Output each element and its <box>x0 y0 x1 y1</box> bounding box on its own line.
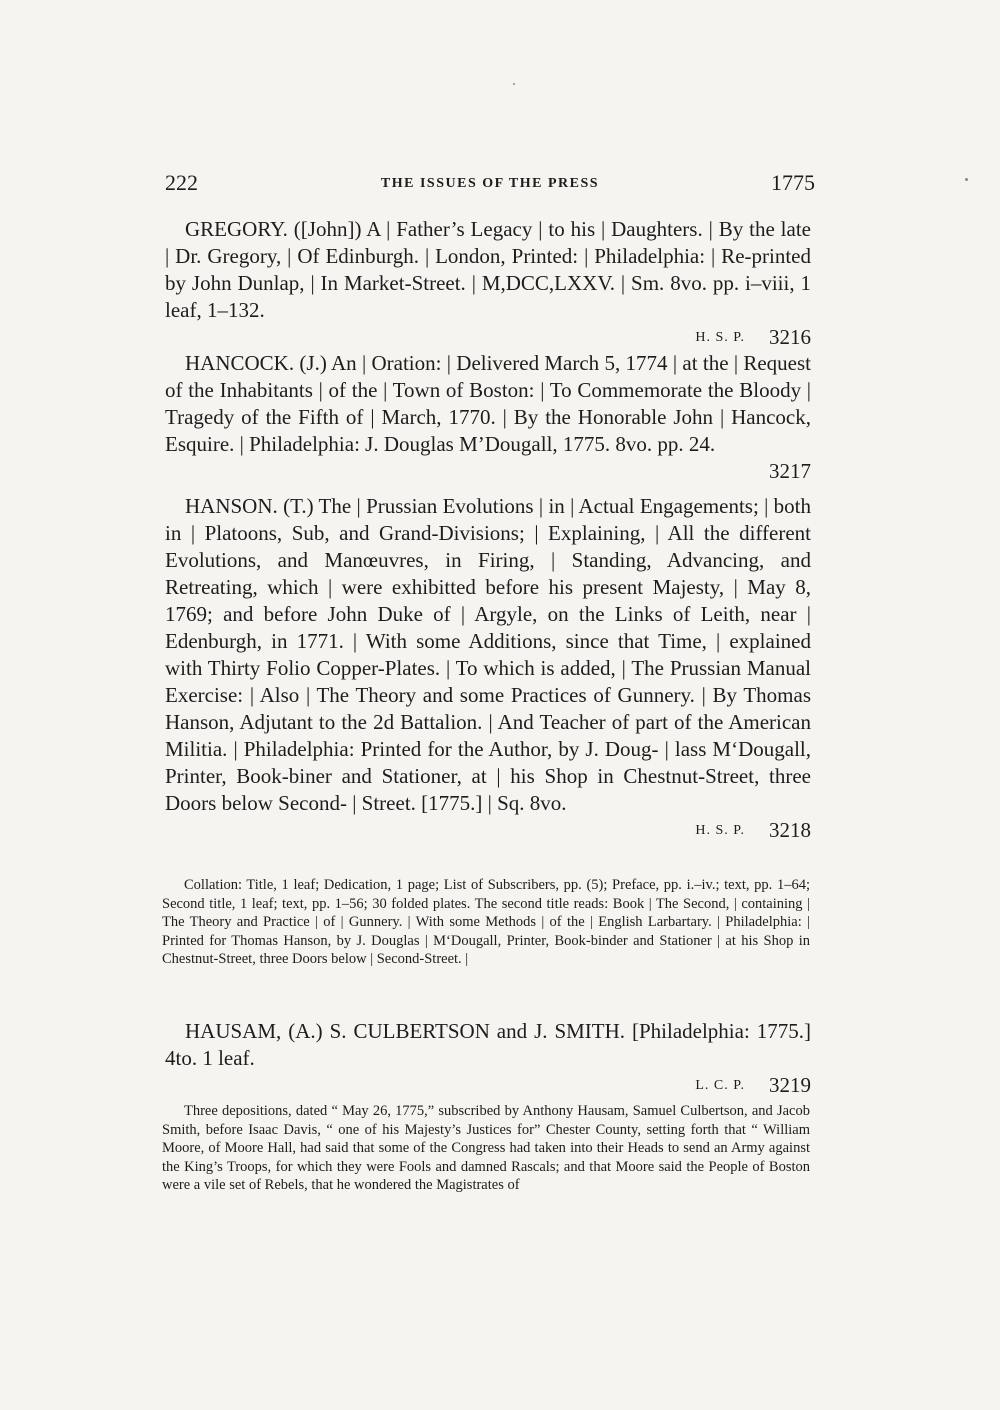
entry-text: HAUSAM, (A.) S. CULBERTSON and J. SMITH. [Philadelphia: 1775.] 4to. 1 leaf. <box>165 1019 811 1070</box>
entry-number: 3216 <box>769 325 811 349</box>
entry-text: GREGORY. ([John]) A | Father’s Legacy | to his | Daughters. | By the late | Dr. Gregory, | Of Edinburgh. | London, Printed: | Philadelphia: | Re-printed by John Dunlap, | In Market-Street. | M,DCC,LXXV. | Sm. 8vo. pp. i–viii, 1 leaf, 1–132. <box>165 217 811 322</box>
running-title: THE ISSUES OF THE PRESS <box>380 176 600 191</box>
entry-3216 <box>165 216 811 351</box>
entry-text: HANSON. (T.) The | Prussian Evolutions | in | Actual Engagements; | both in | Platoons, Sub, and Grand-Divisions; | Explaining, | All the different Evolutions, and Manœuvres, in Firing, | Standing, Advancing, and Retreating, which | were exhibitted before his present Majesty, | May 8, 1769; and before John Duke of | Argyle, on the Links of Leith, near | Edenburgh, in 1771. | With some Additions, since that Time, | explained with Thirty Folio Copper-Plates. | To which is added, | The Prussian Manual Exercise: | Also | The Theory and some Practices of Gunnery. | By Thomas Hanson, Adjutant to the 2d Battalion. | And Teacher of part of the American Militia. | Philadelphia: Printed for the Author, by J. Doug- | lass M‘Dougall, Printer, Book-biner and Stationer, at | his Shop in Chestnut-Street, three Doors below Second- | Street. [1775.] | Sq. 8vo. <box>165 494 811 815</box>
entry-text: HANCOCK. (J.) An | Oration: | Delivered March 5, 1774 | at the | Request of the Inhabitants | of the | Town of Boston: | To Commemorate the Bloody | Tragedy of the Fifth of | March, 1770. | By the Honorable John | Hancock, Esquire. | Philadelphia: J. Douglas M’Dougall, 1775. 8vo. pp. 24. <box>165 351 811 456</box>
paper-speck <box>965 178 968 181</box>
entry-number: 3217 <box>769 459 811 483</box>
page-number: 222 <box>165 170 198 195</box>
entry-3219 <box>165 1018 811 1099</box>
deposition-note: Three depositions, dated “ May 26, 1775,” subscribed by Anthony Hausam, Samuel Culbertson, and Jacob Smith, before Isaac Davis, “ one of his Majesty’s Justices for” Chester County, setting forth that “ William Moore, of Moore Hall, had said that some of the Congress had taken into their Heads to send an Army against the King’s Troops, for which they were Fools and damned Rascals; and that Moore said the People of Boston were a vile set of Rebels, that he wondered the Magistrates of <box>162 1103 810 1193</box>
library-code: H. S. P. <box>695 330 745 345</box>
library-code: H. S. P. <box>695 823 745 838</box>
entry-3217 <box>165 350 811 485</box>
library-code: L. C. P. <box>695 1078 745 1093</box>
page-header <box>165 170 815 202</box>
entry-number: 3218 <box>769 818 811 842</box>
entry-number: 3219 <box>769 1073 811 1097</box>
entry-3218 <box>165 493 811 844</box>
header-year: 1775 <box>771 170 815 195</box>
paper-speck <box>513 83 515 85</box>
collation-note: Collation: Title, 1 leaf; Dedication, 1 page; List of Subscribers, pp. (5); Preface, pp. i.–iv.; text, pp. 1–64; Second title, 1 leaf; text, pp. 1–56; 30 folded plates. The second title reads: Book | The Second, | containing | The Theory and Practice | of | Gunnery. | With some Methods | of the | English Larbartary. | Philadelphia: | Printed for Thomas Hanson, by J. Douglas | M‘Dougall, Printer, Book-binder and Stationer | at his Shop in Chestnut-Street, three Doors below | Second-Street. | <box>162 877 810 967</box>
